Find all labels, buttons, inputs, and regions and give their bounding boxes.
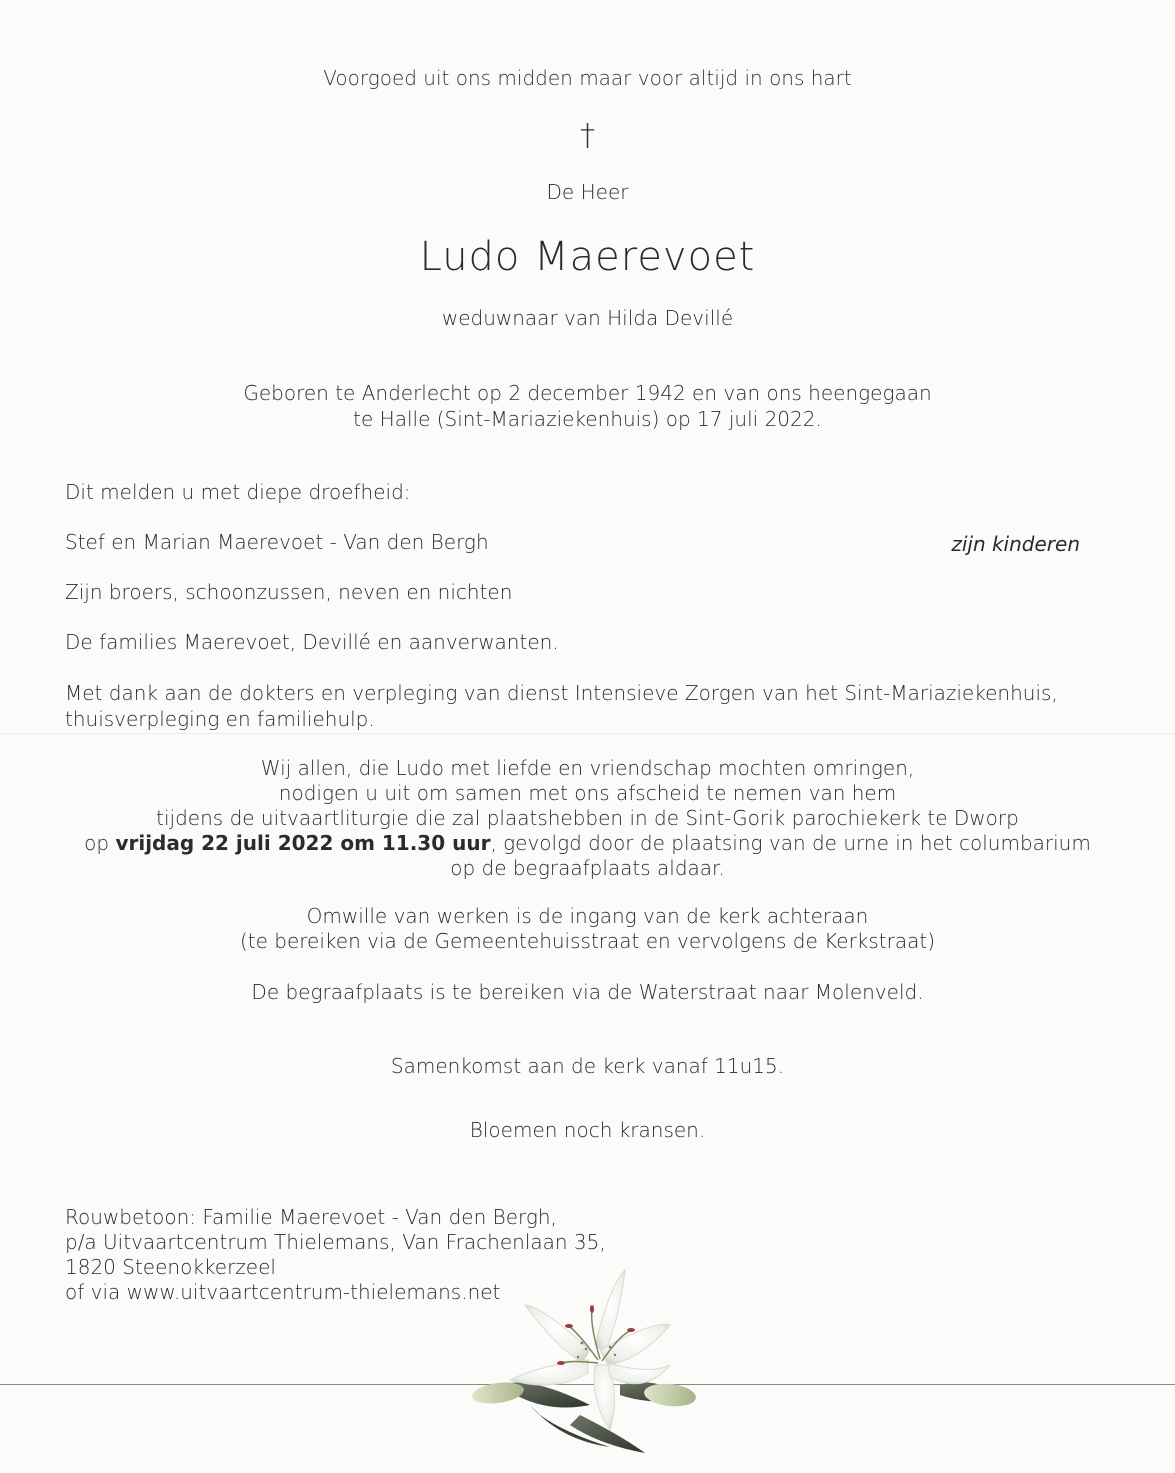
flowers-notice: Bloemen noch kransen. [469, 1118, 706, 1142]
thanks-line-2: thuisverpleging en familiehulp. [65, 707, 375, 731]
birth-line: Geboren te Anderlecht op 2 december 1942 en van ons heengegaan [243, 381, 932, 405]
gathering-time: Samenkomst aan de kerk vanaf 11u15. [390, 1054, 785, 1078]
ceremony-line-5: op de begraafplaats aldaar. [450, 856, 725, 880]
children-names: Stef en Marian Maerevoet - Van den Bergh [65, 530, 489, 554]
cross-symbol: † [580, 118, 595, 153]
birth-death-info [0, 380, 1175, 432]
death-line: te Halle (Sint-Mariaziekenhuis) op 17 juli 2022. [353, 407, 822, 431]
families-line: De families Maerevoet, Devillé en aanverwanten. [65, 630, 559, 654]
works-line-2: (te bereiken via de Gemeentehuisstraat en vervolgens de Kerkstraat) [239, 929, 936, 953]
works-line-1: Omwille van werken is de ingang van de kerk achteraan [306, 904, 869, 928]
deceased-name: Ludo Maerevoet [419, 234, 756, 280]
ceremony-suffix: , gevolgd door de plaatsing van de urne in het columbarium [490, 831, 1091, 855]
children-row [65, 530, 1080, 554]
condolence-line-4: of via www.uitvaartcentrum-thielemans.net [65, 1280, 501, 1304]
ceremony-line-4 [0, 831, 1175, 856]
condolence-line-1: Rouwbetoon: Familie Maerevoet - Van den Bergh, [65, 1205, 557, 1229]
lily-flower-image [470, 1265, 700, 1455]
ceremony-datetime: vrijdag 22 juli 2022 om 11.30 uur [115, 831, 491, 855]
thanks-line-1: Met dank aan de dokters en verpleging van dienst Intensieve Zorgen van het Sint-Mariaziekenhuis, [65, 681, 1058, 705]
children-relation: zijn kinderen [951, 532, 1080, 556]
ceremony-prefix: op [84, 831, 116, 855]
motto: Voorgoed uit ons midden maar voor altijd in ons hart [323, 66, 852, 90]
fold-line [0, 733, 1175, 734]
ceremony-line-2: nodigen u uit om samen met ons afscheid te nemen van hem [278, 781, 897, 805]
condolence-line-3: 1820 Steenokkerzeel [65, 1255, 276, 1279]
brothers-line: Zijn broers, schoonzussen, neven en nichten [65, 580, 513, 604]
thanks-paragraph [65, 680, 1075, 732]
announcement: Dit melden u met diepe droefheid: [65, 480, 411, 504]
ceremony-paragraph [0, 756, 1175, 881]
ceremony-line-1: Wij allen, die Ludo met liefde en vriendschap mochten omringen, [260, 756, 915, 780]
honorific: De Heer [546, 180, 629, 204]
cemetery-directions: De begraafplaats is te bereiken via de Waterstraat naar Molenveld. [251, 980, 924, 1004]
ceremony-line-3: tijdens de uitvaartliturgie die zal plaatshebben in de Sint-Gorik parochiekerk te Dworp [156, 806, 1019, 830]
works-notice [0, 904, 1175, 954]
widow-line: weduwnaar van Hilda Devillé [441, 306, 734, 330]
condolence-line-2: p/a Uitvaartcentrum Thielemans, Van Frachenlaan 35, [65, 1230, 606, 1254]
